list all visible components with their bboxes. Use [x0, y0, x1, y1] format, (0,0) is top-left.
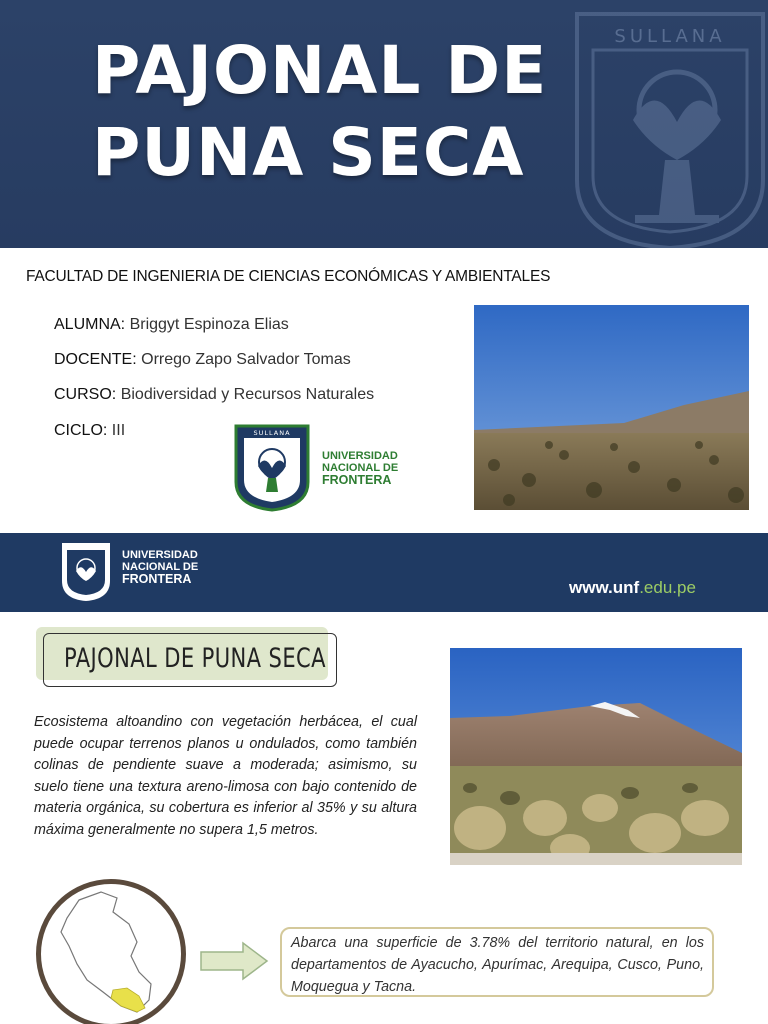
section-description: Ecosistema altoandino con vegetación herbácea, el cual puede ocupar terrenos planos u ondulados, como también colinas de pendiente suave a moderada; asimismo, su suelo tiene una textura areno-limosa con bajo contenido de materia orgánica, su cobertura es inferior al 35% y su altura máxima generalmente no supera 1,5 metros. — [34, 714, 417, 838]
ciclo-label: CICLO: — [54, 422, 108, 439]
university-line-1: UNIVERSIDAD — [322, 450, 398, 462]
title-line-1: PAJONAL DE — [92, 32, 548, 109]
university-seal-watermark-icon — [565, 10, 768, 248]
university-seal-icon — [232, 424, 312, 512]
info-alumna — [54, 316, 289, 334]
docente-label: DOCENTE: — [54, 351, 137, 368]
arrow-right-icon — [199, 941, 269, 981]
band-university-line-3: FRONTERA — [122, 572, 192, 586]
university-band — [0, 533, 768, 612]
university-seal-icon — [60, 541, 112, 603]
university-line-3: FRONTERA — [322, 473, 392, 487]
info-docente — [54, 351, 351, 369]
section-title: PAJONAL DE PUNA SECA — [64, 643, 326, 674]
curso-label: CURSO: — [54, 386, 117, 403]
landscape-photo-1 — [474, 305, 749, 510]
curso-value: Biodiversidad y Recursos Naturales — [120, 386, 375, 403]
url-suffix: .edu.pe — [639, 578, 696, 597]
faculty-name: FACULTAD DE INGENIERIA DE CIENCIAS ECONÓMICAS Y AMBIENTALES — [26, 268, 551, 285]
alumna-value: Briggyt Espinoza Elias — [129, 316, 289, 333]
band-university-name — [122, 549, 198, 585]
seal-text: SULLANA — [253, 429, 291, 437]
title-line-2: PUNA SECA — [92, 114, 525, 191]
landscape-photo-2 — [450, 648, 742, 865]
band-university-line-1: UNIVERSIDAD — [122, 549, 198, 561]
page-title — [92, 30, 552, 194]
university-name — [322, 450, 398, 486]
header-banner — [0, 0, 768, 248]
peru-map — [36, 879, 186, 1024]
info-ciclo — [54, 422, 125, 440]
band-university-line-2: NACIONAL DE — [122, 561, 199, 573]
ciclo-value: III — [111, 422, 126, 439]
alumna-label: ALUMNA: — [54, 316, 126, 333]
university-line-2: NACIONAL DE — [322, 462, 399, 474]
info-curso — [54, 386, 374, 404]
coverage-callout: Abarca una superficie de 3.78% del territorio natural, en los departamentos de Ayacucho, Apurímac, Arequipa, Cusco, Puno, Moquegua y Tacna. — [280, 927, 714, 997]
watermark-text: SULLANA — [614, 26, 726, 47]
peru-map-icon — [41, 884, 181, 1024]
website-link[interactable] — [569, 578, 696, 598]
url-main: www.unf — [569, 578, 640, 597]
docente-value: Orrego Zapo Salvador Tomas — [141, 351, 351, 368]
